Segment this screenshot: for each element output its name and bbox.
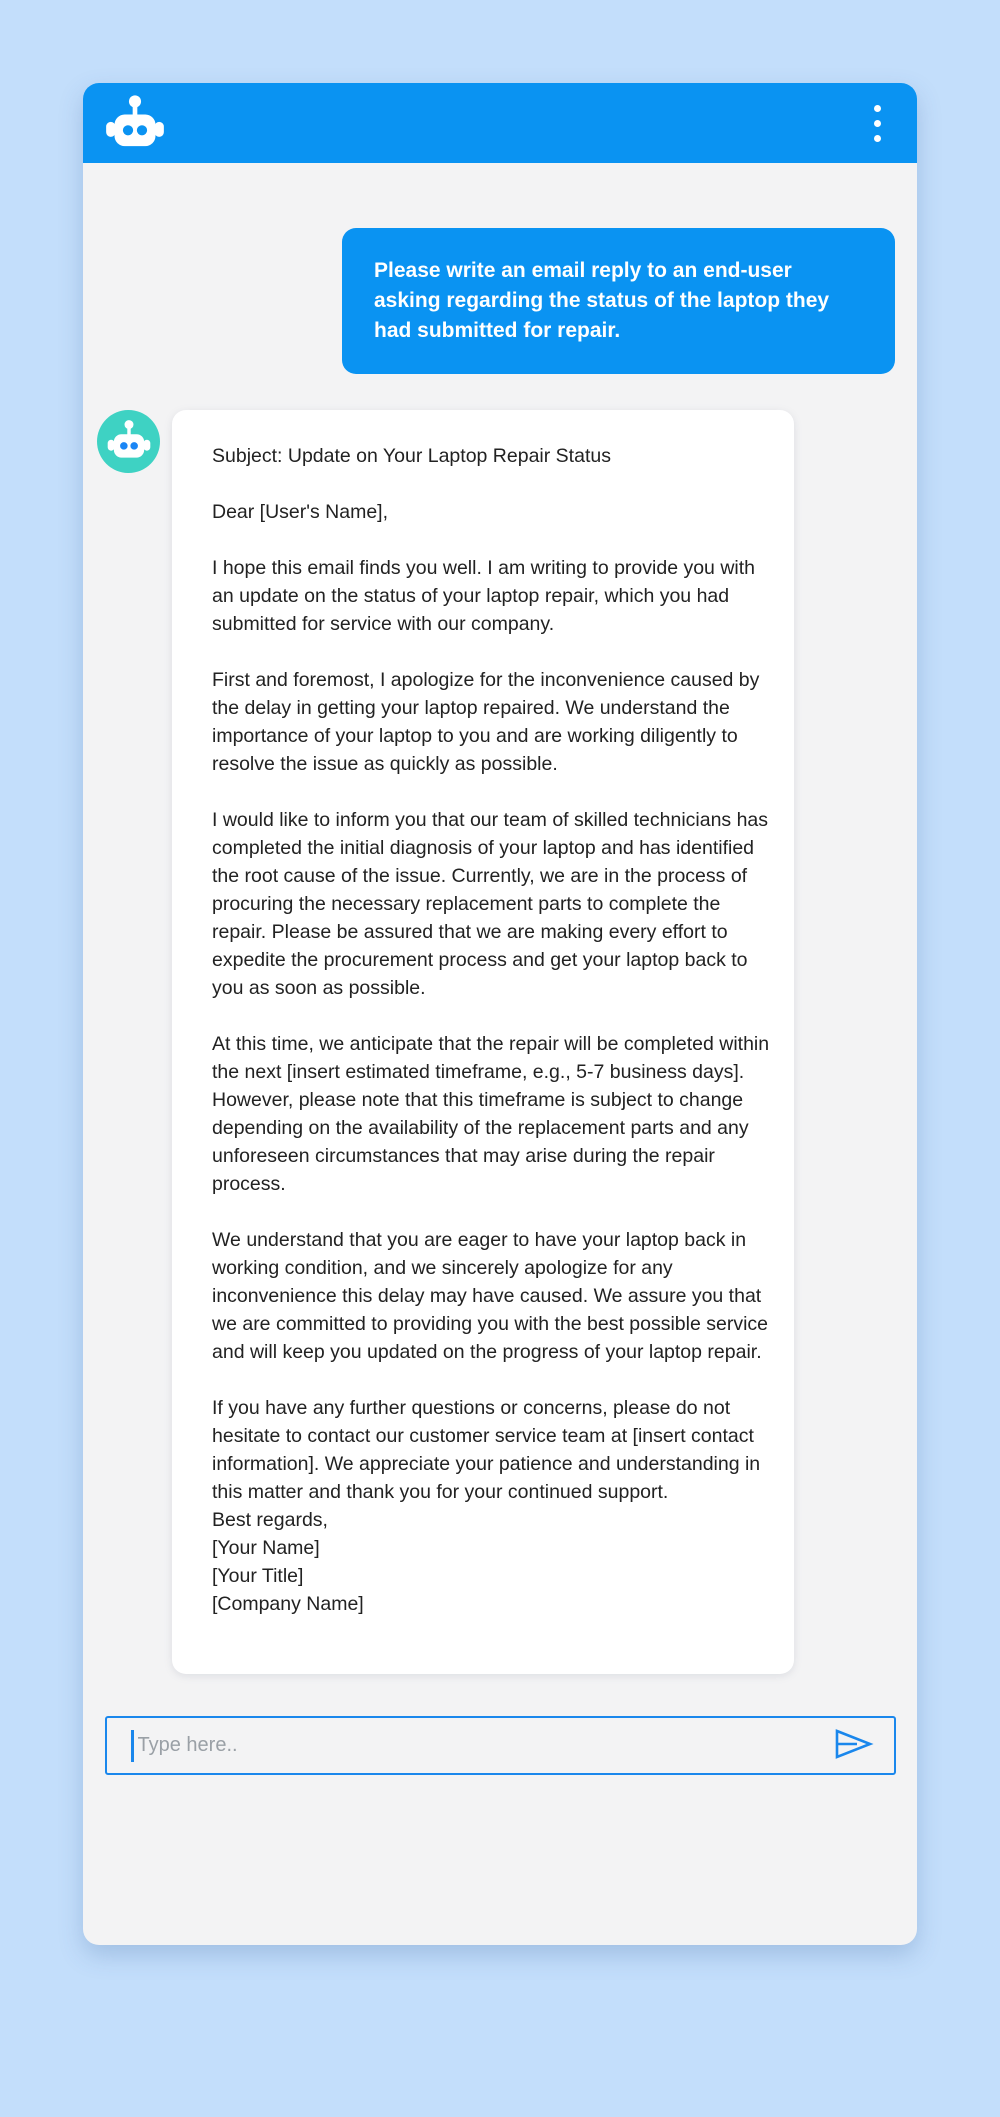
- text-cursor: [131, 1730, 134, 1762]
- bot-message-paragraph: First and foremost, I apologize for the inconvenience caused by the delay in getting your laptop repaired. We understand the importance of your laptop to you and are working diligently to resolve the issue as quickly as possible.: [212, 669, 760, 775]
- kebab-menu-icon: [874, 105, 881, 112]
- kebab-menu-icon: [874, 120, 881, 127]
- bot-email-body: [212, 442, 770, 1506]
- menu-button[interactable]: [868, 101, 887, 146]
- signature-line: [Company Name]: [212, 1593, 364, 1615]
- send-icon: [834, 1727, 874, 1764]
- bot-message-paragraph: If you have any further questions or concerns, please do not hesitate to contact our customer service team at [insert contact information]. We appreciate your patience and understanding in this matter and thank you for your continued support.: [212, 1397, 761, 1503]
- signature-line: Best regards,: [212, 1509, 328, 1531]
- message-input[interactable]: [136, 1733, 822, 1758]
- bot-message-paragraph: Dear [User's Name],: [212, 501, 389, 523]
- user-message-bubble: Please write an email reply to an end-user asking regarding the status of the laptop they had submitted for repair.: [342, 228, 895, 374]
- robot-icon: [105, 94, 165, 153]
- bot-message-paragraph: We understand that you are eager to have your laptop back in working condition, and we sincerely apologize for any inconvenience this delay may have caused. We assure you that we are committed to providing you with the best possible service and will keep you updated on the progress of your laptop repair.: [212, 1229, 769, 1363]
- kebab-menu-icon: [874, 135, 881, 142]
- bot-avatar: [97, 410, 160, 473]
- bot-message-paragraph: I would like to inform you that our team of skilled technicians has completed the initial diagnosis of your laptop and has identified the root cause of the issue. Currently, we are in the process of procuring the necessary replacement parts to complete the repair. Please be assured that we are making every effort to expedite the procurement process and get your laptop back to you as soon as possible.: [212, 809, 769, 999]
- bot-email-signature: [212, 1506, 770, 1618]
- message-composer: [105, 1716, 896, 1775]
- chat-header: [83, 83, 917, 163]
- bot-message-paragraph: Subject: Update on Your Laptop Repair Status: [212, 445, 611, 467]
- send-button[interactable]: [834, 1727, 874, 1764]
- chatbot-window: [83, 83, 917, 1945]
- signature-line: [Your Name]: [212, 1537, 320, 1559]
- bot-message-paragraph: I hope this email finds you well. I am writing to provide you with an update on the status of your laptop repair, which you had submitted for service with our company.: [212, 557, 756, 635]
- bot-message-row: [97, 410, 895, 1674]
- bot-message-card: [172, 410, 794, 1674]
- robot-icon: [107, 419, 151, 464]
- signature-line: [Your Title]: [212, 1565, 304, 1587]
- bot-message-paragraph: At this time, we anticipate that the repair will be completed within the next [insert estimated timeframe, e.g., 5-7 business days]. However, please note that this timeframe is subject to change depending on the availability of the replacement parts and any unforeseen circumstances that may arise during the repair process.: [212, 1033, 770, 1195]
- chat-area: [83, 163, 917, 1674]
